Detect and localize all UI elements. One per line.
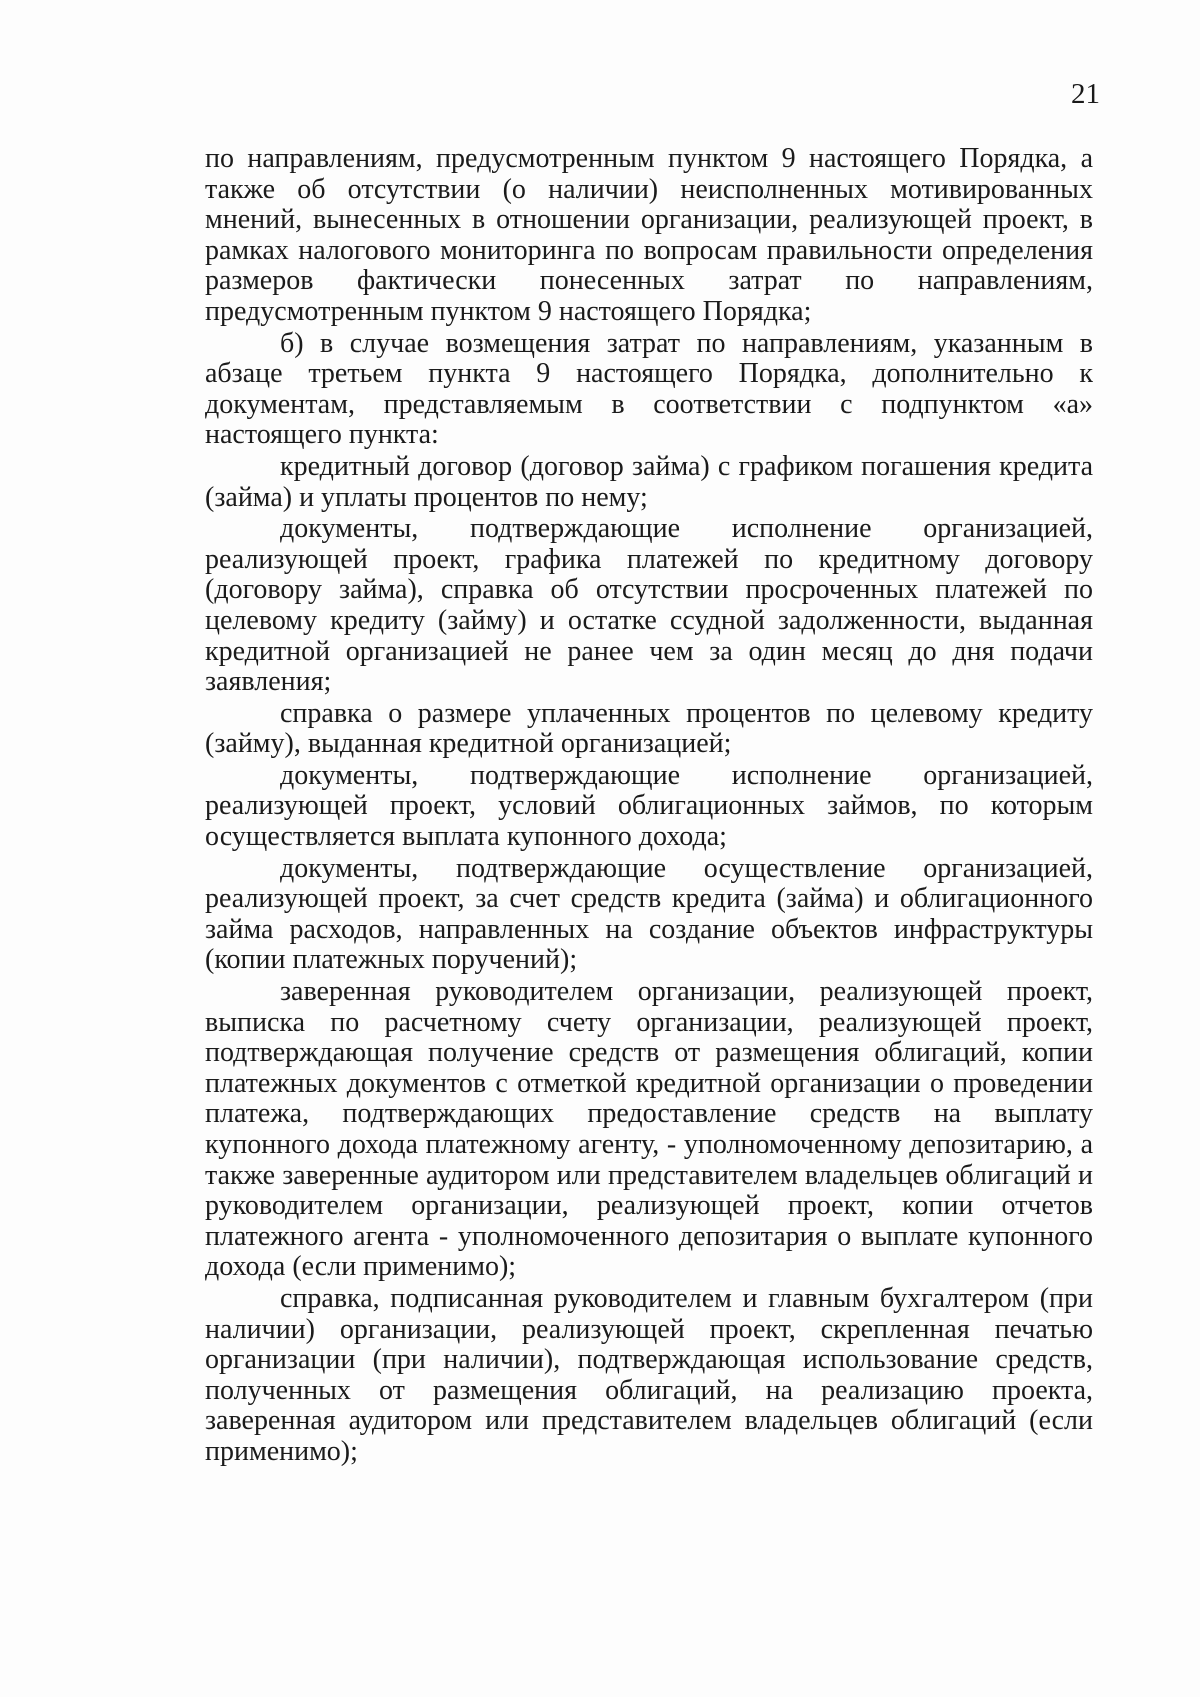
paragraph-credit-agreement: кредитный договор (договор займа) с графиком погашения кредита (займа) и уплаты процентов по нему; [205,450,1093,513]
paragraph-account-statement: заверенная руководителем организации, реализующей проект, выписка по расчетному счету организации, реализующей проект, подтверждающая получение средств от размещения облигаций, копии платежных документов с отметкой кредитной организации о проведении платежа, подтверждающих предоставление средств на выплату купонного дохода платежному агенту, - уполномоченному депозитарию, а также заверенные аудитором или представителем владельцев облигаций и руководителем организации, реализующей проект, копии отчетов платежного агента - уполномоченного депозитария о выплате купонного дохода (если применимо); [205,976,1093,1283]
paragraph-funds-usage-certificate: справка, подписанная руководителем и главным бухгалтером (при наличии) организации, реализующей проект, скрепленная печатью организации (при наличии), подтверждающая использование средств, полученных от размещения облигаций, на реализацию проекта, заверенная аудитором или представителем владельцев облигаций (если применимо); [205,1282,1093,1467]
paragraph-subitem-b: б) в случае возмещения затрат по направлениям, указанным в абзаце третьем пункта 9 настоящего Порядка, дополнительно к документам, представляемым в соответствии с подпунктом «а» настоящего пункта: [205,327,1093,451]
paragraph-expense-docs: документы, подтверждающие осуществление организацией, реализующей проект, за счет средств кредита (займа) и облигационного займа расходов, направленных на создание объектов инфраструктуры (копии платежных поручений); [205,852,1093,976]
paragraph-interest-certificate: справка о размере уплаченных процентов по целевому кредиту (займу), выданная кредитной организацией; [205,697,1093,760]
document-body [205,144,1093,1469]
paragraph-continuation: по направлениям, предусмотренным пунктом 9 настоящего Порядка, а также об отсутствии (о наличии) неисполненных мотивированных мнений, вынесенных в отношении организации, реализующей проект, в рамках налогового мониторинга по вопросам правильности определения размеров фактически понесенных затрат по направлениям, предусмотренным пунктом 9 настоящего Порядка; [205,143,1093,327]
page-number: 21 [1071,78,1100,110]
paragraph-payment-schedule-docs: документы, подтверждающие исполнение организацией, реализующей проект, графика платежей по кредитному договору (договору займа), справка об отсутствии просроченных платежей по целевому кредиту (займу) и остатке ссудной задолженности, выданная кредитной организацией не ранее чем за один месяц до дня подачи заявления; [205,513,1093,698]
paragraph-bond-terms-docs: документы, подтверждающие исполнение организацией, реализующей проект, условий облигационных займов, по которым осуществляется выплата купонного дохода; [205,759,1093,853]
